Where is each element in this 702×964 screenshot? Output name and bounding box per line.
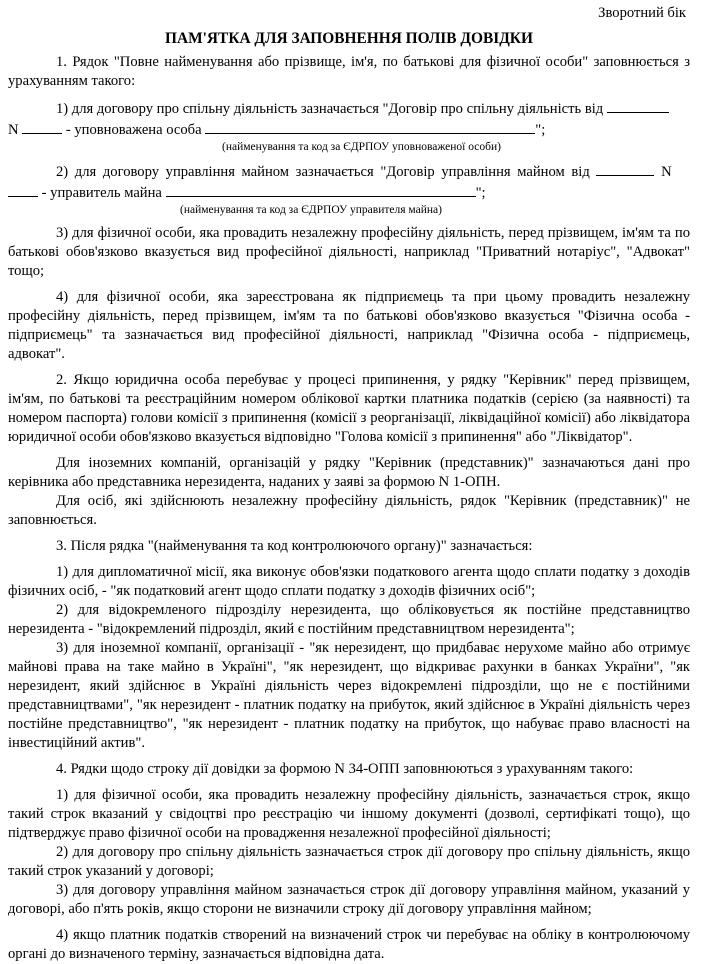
- section-3-item-3: 3) для іноземної компанії, організації - "як нерезидент, що придбаває нерухоме майно або отримує майнові права на таке майно в Україні", "як нерезидент, що відкриває рахунки в банках України", "як нерезидент, який здійснює в Україні діяльність через відокремлені підрозділи, що не є постійними представництвами", "як нерезидент - платник податку на прибуток, який здійснює в Україні діяльність через постійне представництво", "як нерезидент - платник податку на прибуток, що набуває право власності на інвестиційний актив".: [8, 640, 690, 751]
- section-4-item-3: 3) для договору управління майном зазначається строк дії договору управління майном, указаний у договорі, або п'ять років, якщо сторони не визначили строку дії договору управління майном;: [8, 882, 690, 917]
- section-4-item-2: 2) для договору про спільну діяльність зазначається строк дії договору про спільну діяльність, якщо такий строк указаний у договорі;: [8, 844, 690, 879]
- section-2-independent: Для осіб, які здійснюють незалежну професійну діяльність, рядок "Керівник (представник)" не заповнюється.: [8, 493, 690, 528]
- section-2-main: 2. Якщо юридична особа перебуває у процесі припинення, у рядку "Керівник" перед прізвищем, ім'ям, по батькові та реєстраційним номером облікової картки платника податків (серією (за наявності) та номером паспорта) голови комісії з припинення (комісії з реорганізації, ліквідаційної комісії) або ліквідатора юридичної особи обов'язково вказується відповідно "Голова комісії з припинення" або "Ліквідатор".: [8, 372, 690, 445]
- section-2-foreign: Для іноземних компаній, організацій у рядку "Керівник (представник)" зазначаються дані про керівника або представника нерезидента, наданих у заяві за формою N 1-ОПН.: [8, 455, 690, 490]
- number-label: N: [8, 122, 19, 138]
- page-title: ПАМ'ЯТКА ДЛЯ ЗАПОВНЕННЯ ПОЛІВ ДОВІДКИ: [165, 30, 533, 47]
- section-1-item-1-line-2: [8, 119, 690, 140]
- reverse-side-label: Зворотний бік: [598, 5, 686, 21]
- authorized-person-blank: [205, 119, 535, 134]
- property-manager-label: - управитель майна: [41, 185, 162, 201]
- property-manager-blank: [166, 182, 476, 197]
- number-label: N: [661, 164, 672, 180]
- section-1-item-2-line-2: [8, 182, 690, 203]
- number-blank: [8, 182, 38, 197]
- section-1-item-2-text: 2) для договору управління майном зазначається "Договір управління майном від: [56, 164, 590, 180]
- section-1-item-3: 3) для фізичної особи, яка провадить незалежну професійну діяльність, перед прізвищем, ім'ям та по батькові обов'язково вказується вид професійної діяльності, наприклад "Приватний нотаріус", "Адвокат" тощо;: [8, 225, 690, 279]
- section-1-item-1-line-1: [8, 98, 690, 119]
- section-1-item-1-text: 1) для договору про спільну діяльність зазначається "Договір про спільну діяльність від: [56, 101, 604, 117]
- section-1-item-4: 4) для фізичної особи, яка зареєстрована як підприємець та при цьому провадить незалежну професійну діяльність, перед прізвищем, ім'ям та по батькові обов'язково вказується "Фізична особа - підприємець" та зазначається вид професійної діяльності, наприклад "Фізична особа - підприємець, адвокат".: [8, 289, 690, 362]
- section-1-intro: 1. Рядок "Повне найменування або прізвище, ім'я, по батькові для фізичної особи" заповнюється з урахуванням такого:: [8, 54, 690, 89]
- closing-quote: ";: [475, 185, 486, 201]
- authorized-person-label: - уповноважена особа: [65, 122, 202, 138]
- section-4-intro: 4. Рядки щодо строку дії довідки за формою N 34-ОПП заповнюються з урахуванням такого:: [56, 761, 634, 777]
- section-4-item-1: 1) для фізичної особи, яка провадить незалежну професійну діяльність, зазначається строк, якщо такий строк вказаний у свідоцтві про реєстрацію чи іншому документі (дозволі, сертифікаті тощо), що підтверджує право фізичної особи на провадження незалежної професійної діяльності;: [8, 787, 690, 841]
- authorized-person-caption: (найменування та код за ЄДРПОУ уповноваженої особи): [222, 141, 501, 153]
- section-1-item-2-line-1: [8, 161, 690, 182]
- closing-quote: ";: [535, 122, 546, 138]
- property-manager-caption: (найменування та код за ЄДРПОУ управителя майна): [180, 204, 442, 216]
- date-blank: [607, 98, 669, 113]
- section-3-item-1: 1) для дипломатичної місії, яка виконує обов'язки податкового агента щодо сплати податку з доходів фізичних осіб, - "як податковий агент щодо сплати податку з доходів фізичних осіб";: [8, 564, 690, 599]
- section-3-item-2: 2) для відокремленого підрозділу нерезидента, що обліковується як постійне представництво нерезидента - "відокремлений підрозділ, який є постійним представництвом нерезидента";: [8, 602, 690, 637]
- date-blank: [596, 161, 654, 176]
- document-page: [8, 0, 690, 964]
- section-3-intro: 3. Після рядка "(найменування та код контролюючого органу)" зазначається:: [56, 538, 533, 554]
- number-blank: [22, 119, 62, 134]
- section-4-item-4: 4) якщо платник податків створений на визначений строк чи перебуває на обліку в контролюючому органі до визначеного терміну, зазначається відповідна дата.: [8, 927, 690, 962]
